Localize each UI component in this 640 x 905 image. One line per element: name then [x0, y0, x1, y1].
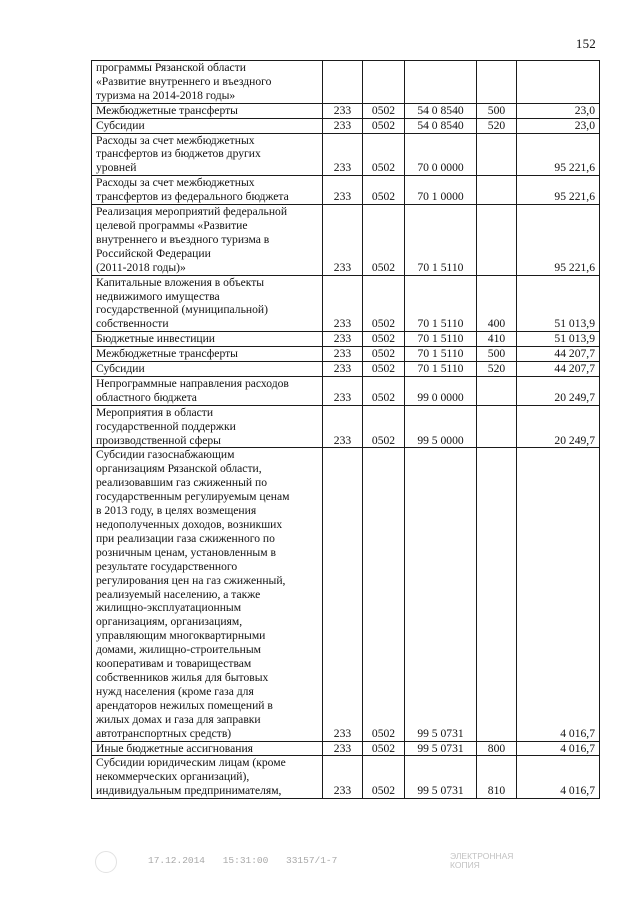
table-row — [92, 448, 600, 741]
section-code: 0502 — [363, 275, 405, 332]
item-name: Бюджетные инвестиции — [92, 332, 323, 347]
table-row — [92, 405, 600, 448]
table-row — [92, 347, 600, 362]
item-name: Субсидии — [92, 118, 323, 133]
section-code: 0502 — [363, 176, 405, 205]
item-name: Межбюджетные трансферты — [92, 347, 323, 362]
item-name: Субсидии юридическим лицам (кроме некоммерческих организаций), индивидуальным предпринимателям, — [92, 756, 323, 799]
department-code: 233 — [323, 103, 363, 118]
department-code: 233 — [323, 275, 363, 332]
table-row — [92, 362, 600, 377]
item-name: Иные бюджетные ассигнования — [92, 741, 323, 756]
footer-watermark: ЭЛЕКТРОННАЯ КОПИЯ — [450, 851, 514, 870]
section-code: 0502 — [363, 405, 405, 448]
table-row — [92, 275, 600, 332]
department-code: 233 — [323, 205, 363, 276]
budget-table-body — [92, 61, 600, 799]
amount: 51 013,9 — [517, 275, 600, 332]
amount: 44 207,7 — [517, 347, 600, 362]
expense-type-code — [477, 205, 517, 276]
section-code — [363, 61, 405, 104]
amount: 23,0 — [517, 118, 600, 133]
amount: 95 221,6 — [517, 205, 600, 276]
section-code: 0502 — [363, 103, 405, 118]
footer-timestamp: 17.12.2014 15:31:00 33157/1-7 — [148, 855, 338, 866]
section-code: 0502 — [363, 347, 405, 362]
department-code — [323, 61, 363, 104]
stamp-icon — [95, 851, 117, 873]
target-article-code: 70 1 5110 — [405, 275, 477, 332]
item-name: Реализация мероприятий федеральной целевой программы «Развитие внутреннего и въездного туризма в Российской Федерации (2011-2018 годы)» — [92, 205, 323, 276]
item-name: Субсидии газоснабжающим организациям Рязанской области, реализовавшим газ сжиженный по государственным регулируемым ценам в 2013 году, в целях возмещения недополученных доходов, возникших при реализации газа сжиженного по розничным ценам, установленным в результате государственного регулирования цен на газ сжиженный, реализуемый населению, а также жилищно-эксплуатационным организациям, организациям, управляющим многоквартирными домами, жилищно-строительным кооперативам и товариществам собственников жилья для бытовых нужд населения (кроме газа для арендаторов нежилых помещений в жилых домах и газа для заправки автотранспортных средств) — [92, 448, 323, 741]
department-code: 233 — [323, 448, 363, 741]
budget-table — [91, 60, 600, 799]
table-row — [92, 61, 600, 104]
department-code: 233 — [323, 741, 363, 756]
amount: 4 016,7 — [517, 741, 600, 756]
section-code: 0502 — [363, 376, 405, 405]
expense-type-code — [477, 405, 517, 448]
expense-type-code: 800 — [477, 741, 517, 756]
target-article-code — [405, 61, 477, 104]
target-article-code: 99 5 0000 — [405, 405, 477, 448]
amount: 4 016,7 — [517, 448, 600, 741]
target-article-code: 99 5 0731 — [405, 756, 477, 799]
department-code: 233 — [323, 362, 363, 377]
department-code: 233 — [323, 133, 363, 176]
item-name: программы Рязанской области «Развитие внутреннего и въездного туризма на 2014-2018 годы» — [92, 61, 323, 104]
target-article-code: 54 0 8540 — [405, 103, 477, 118]
expense-type-code: 500 — [477, 103, 517, 118]
item-name: Межбюджетные трансферты — [92, 103, 323, 118]
target-article-code: 70 1 5110 — [405, 205, 477, 276]
section-code: 0502 — [363, 118, 405, 133]
expense-type-code: 520 — [477, 362, 517, 377]
target-article-code: 54 0 8540 — [405, 118, 477, 133]
section-code: 0502 — [363, 205, 405, 276]
department-code: 233 — [323, 176, 363, 205]
expense-type-code: 400 — [477, 275, 517, 332]
expense-type-code — [477, 376, 517, 405]
item-name: Расходы за счет межбюджетных трансфертов из федерального бюджета — [92, 176, 323, 205]
table-row — [92, 118, 600, 133]
amount — [517, 61, 600, 104]
expense-type-code: 410 — [477, 332, 517, 347]
item-name: Непрограммные направления расходов областного бюджета — [92, 376, 323, 405]
item-name: Капитальные вложения в объекты недвижимого имущества государственной (муниципальной) собственности — [92, 275, 323, 332]
target-article-code: 99 5 0731 — [405, 741, 477, 756]
department-code: 233 — [323, 756, 363, 799]
expense-type-code — [477, 61, 517, 104]
department-code: 233 — [323, 405, 363, 448]
department-code: 233 — [323, 118, 363, 133]
target-article-code: 70 1 5110 — [405, 332, 477, 347]
expense-type-code: 520 — [477, 118, 517, 133]
amount: 23,0 — [517, 103, 600, 118]
expense-type-code — [477, 176, 517, 205]
department-code: 233 — [323, 347, 363, 362]
section-code: 0502 — [363, 741, 405, 756]
target-article-code: 99 5 0731 — [405, 448, 477, 741]
target-article-code: 70 1 5110 — [405, 347, 477, 362]
amount: 4 016,7 — [517, 756, 600, 799]
table-row — [92, 332, 600, 347]
amount: 44 207,7 — [517, 362, 600, 377]
expense-type-code — [477, 448, 517, 741]
section-code: 0502 — [363, 133, 405, 176]
page-number: 152 — [575, 36, 596, 51]
item-name: Субсидии — [92, 362, 323, 377]
amount: 20 249,7 — [517, 376, 600, 405]
table-row — [92, 741, 600, 756]
item-name: Расходы за счет межбюджетных трансфертов из бюджетов других уровней — [92, 133, 323, 176]
table-row — [92, 176, 600, 205]
target-article-code: 70 1 0000 — [405, 176, 477, 205]
table-row — [92, 103, 600, 118]
expense-type-code — [477, 133, 517, 176]
amount: 95 221,6 — [517, 176, 600, 205]
item-name: Мероприятия в области государственной поддержки производственной сферы — [92, 405, 323, 448]
table-row — [92, 376, 600, 405]
amount: 95 221,6 — [517, 133, 600, 176]
section-code: 0502 — [363, 362, 405, 377]
table-row — [92, 133, 600, 176]
section-code: 0502 — [363, 448, 405, 741]
amount: 51 013,9 — [517, 332, 600, 347]
expense-type-code: 810 — [477, 756, 517, 799]
department-code: 233 — [323, 376, 363, 405]
target-article-code: 70 1 5110 — [405, 362, 477, 377]
table-row — [92, 205, 600, 276]
department-code: 233 — [323, 332, 363, 347]
table-row — [92, 756, 600, 799]
amount: 20 249,7 — [517, 405, 600, 448]
target-article-code: 99 0 0000 — [405, 376, 477, 405]
target-article-code: 70 0 0000 — [405, 133, 477, 176]
section-code: 0502 — [363, 756, 405, 799]
expense-type-code: 500 — [477, 347, 517, 362]
section-code: 0502 — [363, 332, 405, 347]
